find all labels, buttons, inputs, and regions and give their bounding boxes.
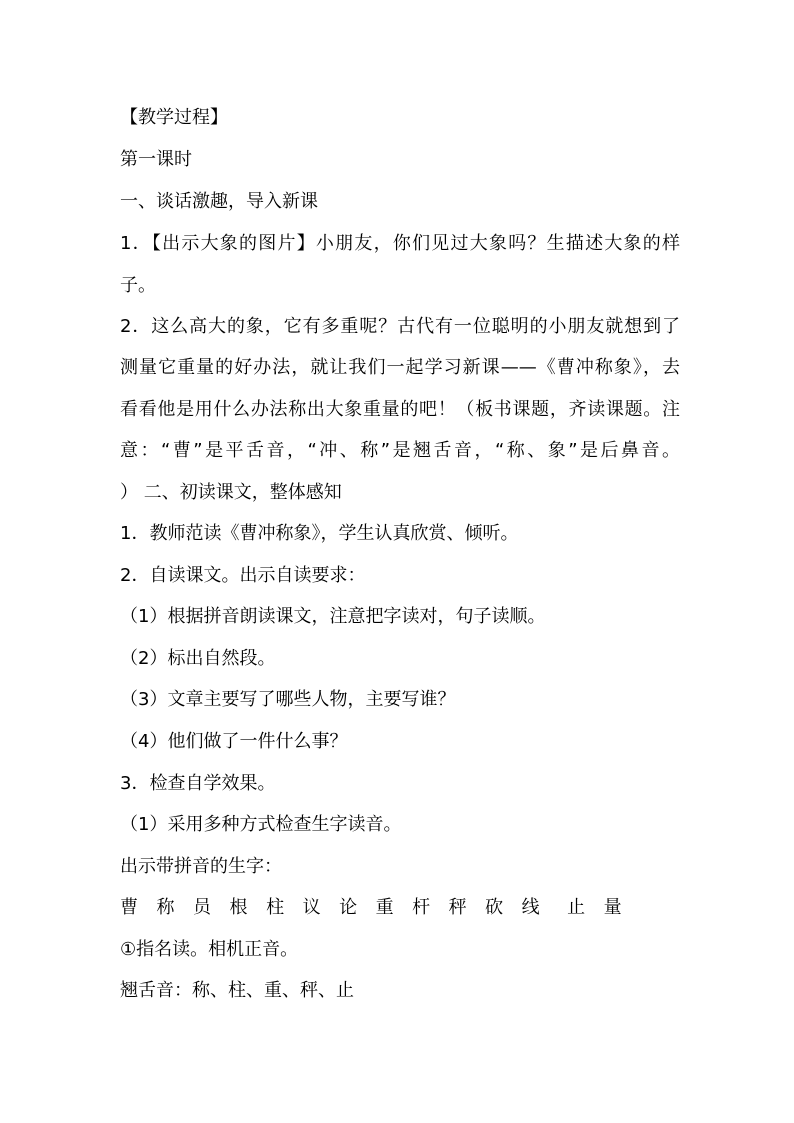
reading-requirement-3: （3）文章主要写了哪些人物，主要写谁？: [120, 689, 456, 710]
character-item: 止: [567, 897, 586, 918]
paragraph-one-line-1: 1．【出示大象的图片】小朋友，你们见过大象吗？生描述大象的样: [120, 233, 680, 254]
paragraph-two-line-2: 测量它重量的好办法，就让我们一起学习新课——《曹冲称象》，去: [120, 357, 680, 378]
character-item: 柱: [266, 897, 285, 918]
paragraph-one-line-2: 子。: [120, 275, 156, 296]
reading-requirement-1: （1）根据拼音朗读课文，注意把字读对，句子读顺。: [120, 606, 546, 627]
reading-requirement-2: （2）标出自然段。: [120, 648, 276, 669]
character-item: 线: [521, 897, 540, 918]
character-item: 杆: [412, 897, 431, 918]
section-two-item-2: 2．自读课文。出示自读要求：: [120, 565, 366, 586]
character-item: 曹: [120, 897, 138, 918]
character-item: 砍: [485, 897, 504, 918]
paragraph-two-line-1: 2．这么高大的象，它有多重呢？古代有一位聪明的小朋友就想到了: [120, 316, 680, 337]
character-item: 称: [156, 897, 175, 918]
section-two-title-line: ） 二、初读课文，整体感知: [120, 482, 342, 503]
paragraph-two-line-4: 意：“曹”是平舌音，“冲、称”是翘舌音，“称、象”是后鼻音。: [120, 440, 680, 461]
section-two-item-1: 1．教师范读《曹冲称象》，学生认真欣赏、倾听。: [120, 523, 519, 544]
section-one-title: 一、谈话激趣，导入新课: [120, 191, 318, 212]
character-item: 员: [193, 897, 212, 918]
show-characters-label: 出示带拼音的生字：: [120, 856, 282, 877]
character-item: 量: [603, 897, 622, 918]
character-item: 论: [339, 897, 358, 918]
check-step-1: （1）采用多种方式检查生字读音。: [120, 814, 402, 835]
lesson-label: 第一课时: [120, 149, 192, 170]
character-item: 议: [302, 897, 321, 918]
character-item: 重: [375, 897, 394, 918]
reading-requirement-4: （4）他们做了一件什么事？: [120, 731, 348, 752]
retroflex-sounds: 翘舌音：称、柱、重、秤、止: [120, 980, 354, 1001]
character-item: 秤: [448, 897, 467, 918]
process-heading: 【教学过程】: [120, 107, 228, 128]
character-item: 根: [229, 897, 248, 918]
naming-reading-step: ①指名读。相机正音。: [120, 939, 299, 960]
section-two-item-3: 3．检查自学效果。: [120, 773, 276, 794]
character-list: [120, 896, 640, 920]
paragraph-two-line-3: 看看他是用什么办法称出大象重量的吧！（板书课题，齐读课题。注: [120, 399, 680, 420]
